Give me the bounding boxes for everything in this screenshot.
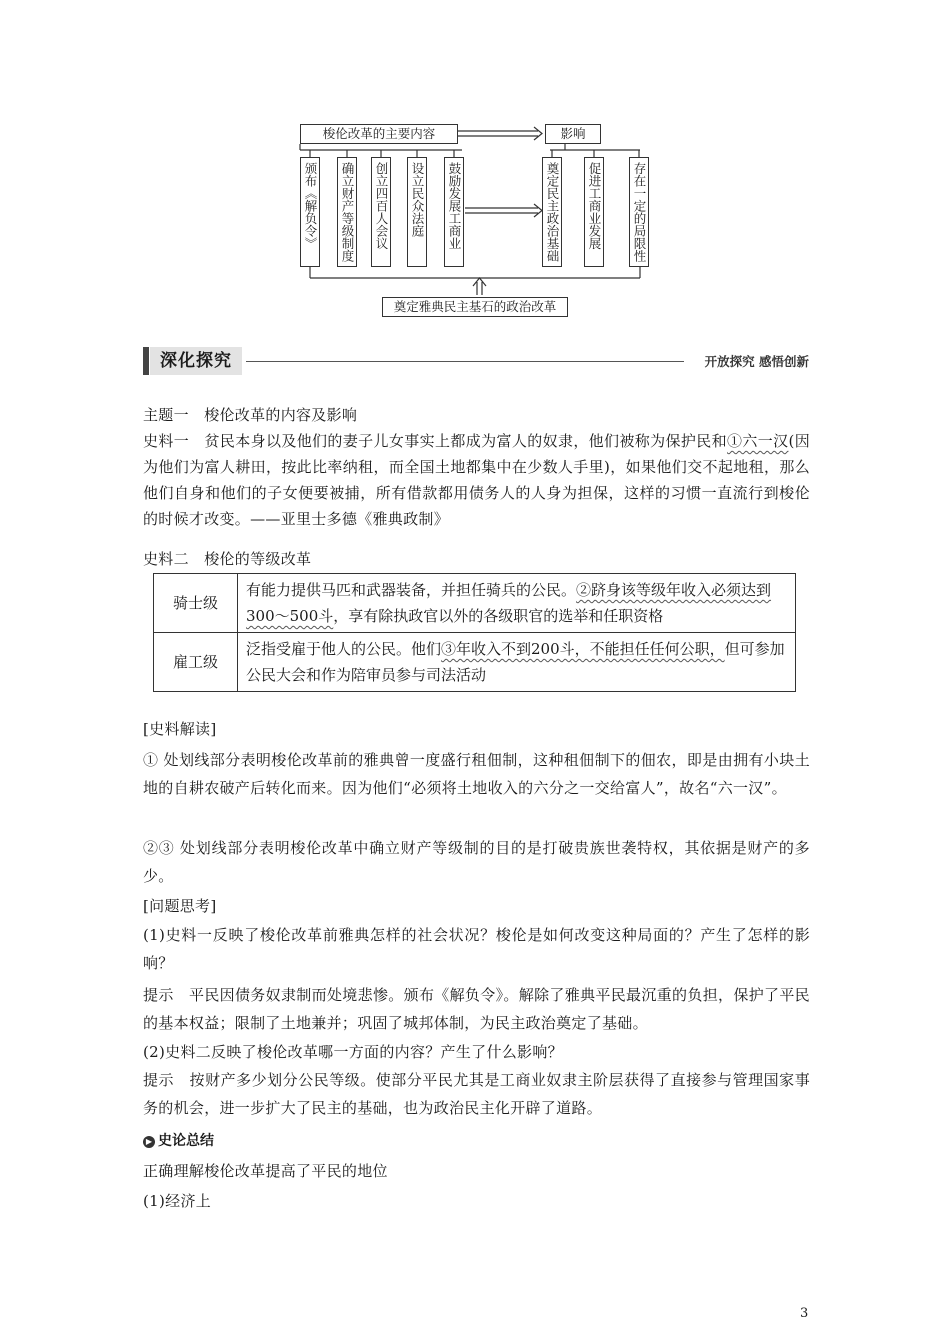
content-box-4 xyxy=(407,157,427,267)
table-cell-desc xyxy=(238,633,796,692)
summary-title: 史论总结 xyxy=(158,1133,214,1149)
main-content-box: 梭伦改革的主要内容 xyxy=(300,124,458,144)
row2-text-a: 泛指受雇于他人的公民。他们 xyxy=(246,640,442,658)
answer-two: 提示 按财产多少划分公民等级。使部分平民尤其是工商业奴隶主阶层获得了直接参与管理国家事务的机会，进一步扩大了民主的基础，也为政治民主化开辟了道路。 xyxy=(143,1071,810,1117)
content-3-text: 创立四百人会议 xyxy=(374,162,389,250)
section-subtitle: 开放探究 感悟创新 xyxy=(704,354,809,369)
effect-box-1 xyxy=(542,157,562,267)
section-header-bar xyxy=(143,347,149,375)
table-cell-level: 骑士级 xyxy=(154,574,238,633)
answer-one: 提示 平民因债务奴隶制而处境悲惨。颁布《解负令》。解除了雅典平民最沉重的负担，保护了平民的基本权益；限制了土地兼并；巩固了城邦体制，为民主政治奠定了基础。 xyxy=(143,986,810,1032)
row1-text-a: 有能力提供马匹和武器装备，并担任骑兵的公民。 xyxy=(246,581,577,599)
source-one-text-c: 如果他们交不起地租，那么他们自身和他们的子女便要被捕，所有借款都用债务人的人身为担保，这样的习惯一直流行到梭伦的时候才改变。 xyxy=(143,458,810,528)
section-title: 深化探究 xyxy=(150,347,242,375)
source-one-paragraph xyxy=(143,428,810,532)
table-cell-desc xyxy=(238,574,796,633)
topic-heading: 主题一 梭伦改革的内容及影响 xyxy=(143,406,358,424)
source-one-marked-1: ①六一汉 xyxy=(727,432,789,450)
content-1-text: 颁布《解负令》 xyxy=(303,162,318,250)
content-box-1 xyxy=(300,157,320,267)
question-two: (2)史料二反映了梭伦改革哪一方面的内容？产生了什么影响？ xyxy=(143,1043,563,1061)
grade-table xyxy=(153,573,796,692)
content-box-5 xyxy=(444,157,464,267)
table-row xyxy=(154,633,796,692)
summary-text: 正确理解梭伦改革提高了平民的地位 xyxy=(143,1162,388,1180)
content-box-3 xyxy=(371,157,391,267)
source-one-text-a: 贫民本身以及他们的妻子儿女事实上都成为富人的奴隶，他们被称为保护民和 xyxy=(204,432,727,450)
row1-marked: ②跻身该等级年收入必须达到300～500斗 xyxy=(246,581,772,625)
table-cell-level: 雇工级 xyxy=(154,633,238,692)
bottom-conclusion-box: 奠定雅典民主基石的政治改革 xyxy=(382,297,568,317)
source-two-heading: 史料二 梭伦的等级改革 xyxy=(143,550,312,568)
source-one-citation: ——亚里士多德《雅典政制》 xyxy=(250,510,450,528)
interpretation-two: ②③ 处划线部分表明梭伦改革中确立财产等级制的目的是打破贵族世袭特权，其依据是财产的多少。 xyxy=(143,839,810,885)
content-4-text: 设立民众法庭 xyxy=(410,162,425,237)
play-icon: ▶ xyxy=(143,1136,155,1148)
page-number: 3 xyxy=(800,1306,809,1321)
row1-text-b: ，享有除执政官以外的各级职官的选举和任职资格 xyxy=(333,607,664,625)
effect-2-text: 促进工商业发展 xyxy=(587,162,602,250)
summary-heading xyxy=(143,1130,214,1150)
reform-diagram xyxy=(290,120,670,320)
question-one: (1)史料一反映了梭伦改革前雅典怎样的社会状况？梭伦是如何改变这种局面的？产生了怎样的影响？ xyxy=(143,926,810,972)
summary-item: (1)经济上 xyxy=(143,1192,212,1210)
row2-marked: ③年收入不到200斗，不能担任任何公职， xyxy=(441,640,725,658)
interpretation-title: [史料解读] xyxy=(143,720,217,738)
table-row xyxy=(154,574,796,633)
source-one-label: 史料一 xyxy=(143,432,205,450)
influence-box: 影响 xyxy=(545,124,601,144)
effect-1-text: 奠定民主政治基础 xyxy=(545,162,560,262)
row2-text-b: 但可参加公民大会和作为陪审员参与司法活动 xyxy=(246,640,785,684)
effect-3-text: 存在一定的局限性 xyxy=(632,162,647,262)
section-rule xyxy=(246,361,684,362)
source-one-text-b: (因为他们为富人耕田，按此比率纳租，而全国土地都集中在少数人手里)， xyxy=(143,432,811,476)
effect-box-3 xyxy=(629,157,649,267)
question-title: [问题思考] xyxy=(143,897,217,915)
interpretation-one: ① 处划线部分表明梭伦改革前的雅典曾一度盛行租佃制，这种租佃制下的佃农，即是由拥有小块土地的自耕农破产后转化而来。因为他们“必须将土地收入的六分之一交给富人”，故名“六一汉”。 xyxy=(143,751,810,797)
content-box-2 xyxy=(337,157,357,267)
content-5-text: 鼓励发展工商业 xyxy=(447,162,462,250)
content-2-text: 确立财产等级制度 xyxy=(340,162,355,262)
effect-box-2 xyxy=(584,157,604,267)
